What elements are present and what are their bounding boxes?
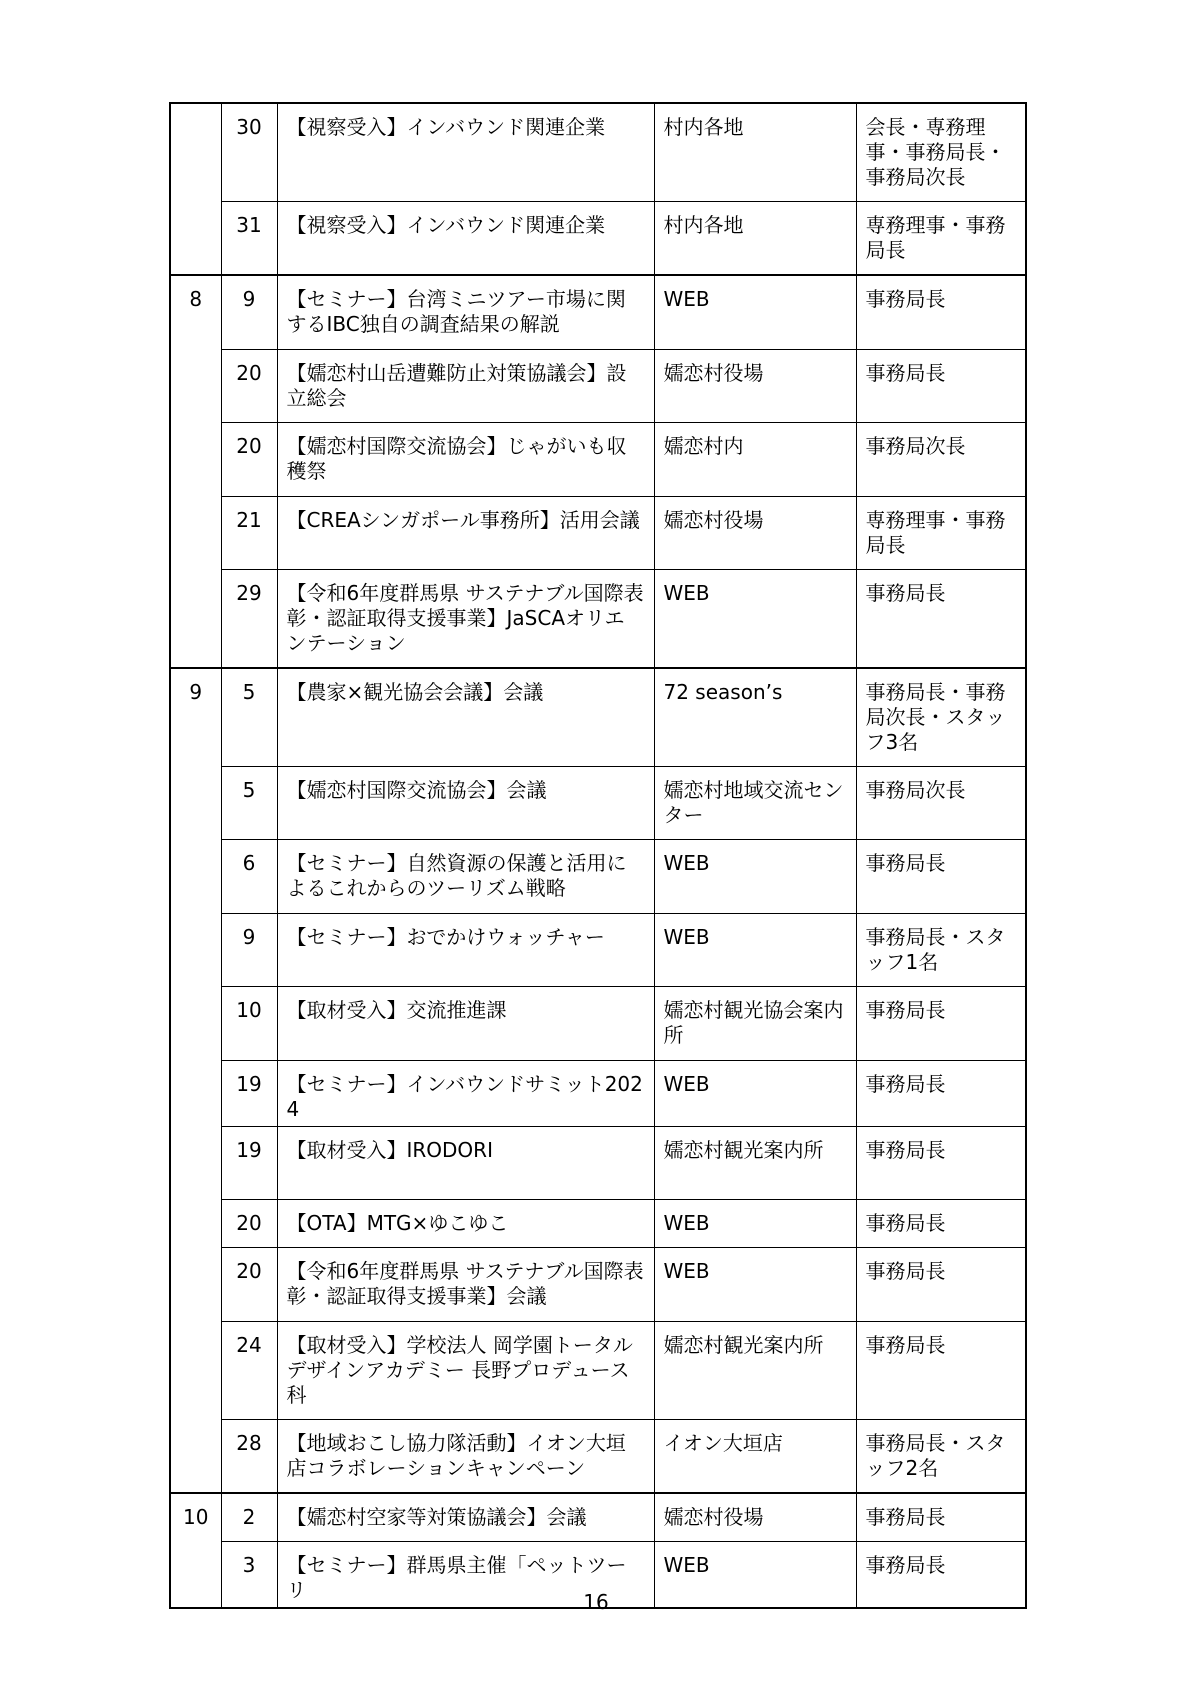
day-cell: 21 [221, 496, 277, 569]
day-cell: 10 [221, 986, 277, 1060]
day-cell: 9 [221, 275, 277, 349]
table-row [170, 349, 1026, 422]
month-cell: 8 [170, 275, 221, 668]
event-cell: 【視察受入】インバウンド関連企業 [277, 103, 654, 201]
event-cell: 【視察受入】インバウンド関連企業 [277, 201, 654, 275]
attendee-cell: 事務局長・事務局次長・スタッフ3名 [856, 668, 1026, 766]
table-row [170, 422, 1026, 496]
table-body [170, 103, 1026, 1608]
table-row [170, 1247, 1026, 1321]
day-cell: 20 [221, 349, 277, 422]
day-cell: 30 [221, 103, 277, 201]
month-cell: 10 [170, 1493, 221, 1608]
attendee-cell: 事務局長 [856, 275, 1026, 349]
event-cell: 【嬬恋村山岳遭難防止対策協議会】設立総会 [277, 349, 654, 422]
attendee-cell: 事務局次長 [856, 422, 1026, 496]
attendee-cell: 事務局長・スタッフ1名 [856, 913, 1026, 986]
attendee-cell: 専務理事・事務局長 [856, 496, 1026, 569]
place-cell: 嬬恋村内 [654, 422, 856, 496]
attendee-cell: 事務局長 [856, 349, 1026, 422]
event-cell: 【セミナー】自然資源の保護と活用によるこれからのツーリズム戦略 [277, 839, 654, 913]
event-cell: 【セミナー】おでかけウォッチャー [277, 913, 654, 986]
attendee-cell: 事務局長・スタッフ2名 [856, 1419, 1026, 1493]
place-cell: WEB [654, 569, 856, 668]
attendee-cell: 事務局長 [856, 1541, 1026, 1608]
day-cell: 24 [221, 1321, 277, 1419]
event-cell: 【令和6年度群馬県 サステナブル国際表彰・認証取得支援事業】JaSCAオリエンテーション [277, 569, 654, 668]
event-cell: 【セミナー】インバウンドサミット2024 [277, 1060, 654, 1126]
day-cell: 20 [221, 1247, 277, 1321]
attendee-cell: 事務局長 [856, 1321, 1026, 1419]
day-cell: 19 [221, 1126, 277, 1199]
table-row [170, 1060, 1026, 1126]
place-cell: WEB [654, 1199, 856, 1247]
day-cell: 31 [221, 201, 277, 275]
day-cell: 6 [221, 839, 277, 913]
event-cell: 【嬬恋村国際交流協会】じゃがいも収穫祭 [277, 422, 654, 496]
place-cell: 嬬恋村観光案内所 [654, 1126, 856, 1199]
attendee-cell: 事務局次長 [856, 766, 1026, 839]
place-cell: 嬬恋村観光案内所 [654, 1321, 856, 1419]
day-cell: 19 [221, 1060, 277, 1126]
day-cell: 28 [221, 1419, 277, 1493]
event-cell: 【嬬恋村国際交流協会】会議 [277, 766, 654, 839]
month-cell: 9 [170, 668, 221, 1493]
place-cell: 嬬恋村地域交流センター [654, 766, 856, 839]
attendee-cell: 事務局長 [856, 1060, 1026, 1126]
day-cell: 2 [221, 1493, 277, 1541]
attendee-cell: 会長・専務理事・事務局長・事務局次長 [856, 103, 1026, 201]
place-cell: 72 season’s [654, 668, 856, 766]
day-cell: 5 [221, 668, 277, 766]
place-cell: WEB [654, 839, 856, 913]
table-row [170, 1419, 1026, 1493]
event-cell: 【セミナー】台湾ミニツアー市場に関するIBC独自の調査結果の解説 [277, 275, 654, 349]
place-cell: 嬬恋村役場 [654, 349, 856, 422]
table-row [170, 668, 1026, 766]
month-cell [170, 103, 221, 275]
table-row [170, 201, 1026, 275]
table-row [170, 1199, 1026, 1247]
table-row [170, 1126, 1026, 1199]
place-cell: 嬬恋村観光協会案内所 [654, 986, 856, 1060]
event-cell: 【嬬恋村空家等対策協議会】会議 [277, 1493, 654, 1541]
event-cell: 【セミナー】群馬県主催「ペットツーリ [277, 1541, 654, 1608]
attendee-cell: 事務局長 [856, 1247, 1026, 1321]
table-row [170, 569, 1026, 668]
table-row [170, 986, 1026, 1060]
place-cell: WEB [654, 913, 856, 986]
table-row [170, 1493, 1026, 1541]
table-row [170, 913, 1026, 986]
event-cell: 【地域おこし協力隊活動】イオン大垣店コラボレーションキャンペーン [277, 1419, 654, 1493]
place-cell: 嬬恋村役場 [654, 1493, 856, 1541]
day-cell: 20 [221, 1199, 277, 1247]
table-row [170, 1321, 1026, 1419]
event-cell: 【農家×観光協会会議】会議 [277, 668, 654, 766]
place-cell: 村内各地 [654, 103, 856, 201]
activity-table [169, 102, 1027, 1609]
attendee-cell: 事務局長 [856, 1199, 1026, 1247]
attendee-cell: 事務局長 [856, 839, 1026, 913]
event-cell: 【CREAシンガポール事務所】活用会議 [277, 496, 654, 569]
attendee-cell: 事務局長 [856, 1126, 1026, 1199]
event-cell: 【取材受入】IRODORI [277, 1126, 654, 1199]
attendee-cell: 事務局長 [856, 986, 1026, 1060]
table-row [170, 766, 1026, 839]
place-cell: 村内各地 [654, 201, 856, 275]
page-number: 16 [583, 1590, 609, 1614]
place-cell: WEB [654, 1247, 856, 1321]
event-cell: 【取材受入】交流推進課 [277, 986, 654, 1060]
attendee-cell: 事務局長 [856, 1493, 1026, 1541]
table-row [170, 103, 1026, 201]
day-cell: 29 [221, 569, 277, 668]
attendee-cell: 事務局長 [856, 569, 1026, 668]
place-cell: WEB [654, 275, 856, 349]
day-cell: 20 [221, 422, 277, 496]
day-cell: 9 [221, 913, 277, 986]
table-row [170, 839, 1026, 913]
place-cell: イオン大垣店 [654, 1419, 856, 1493]
place-cell: 嬬恋村役場 [654, 496, 856, 569]
day-cell: 5 [221, 766, 277, 839]
table-row [170, 275, 1026, 349]
event-cell: 【令和6年度群馬県 サステナブル国際表彰・認証取得支援事業】会議 [277, 1247, 654, 1321]
place-cell: WEB [654, 1541, 856, 1608]
table-row [170, 496, 1026, 569]
day-cell: 3 [221, 1541, 277, 1608]
event-cell: 【取材受入】学校法人 岡学園トータルデザインアカデミー 長野プロデュース科 [277, 1321, 654, 1419]
attendee-cell: 専務理事・事務局長 [856, 201, 1026, 275]
place-cell: WEB [654, 1060, 856, 1126]
event-cell: 【OTA】MTG×ゆこゆこ [277, 1199, 654, 1247]
